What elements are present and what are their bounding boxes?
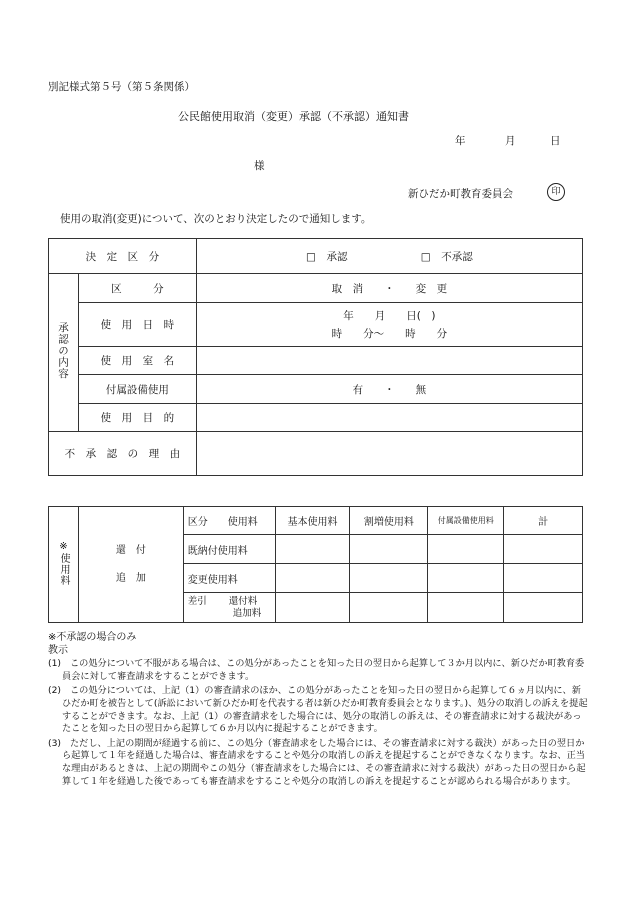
- changed-fee-label: 変更使用料: [183, 564, 275, 593]
- decision-options: [196, 239, 582, 274]
- date-month-label: 月: [505, 135, 516, 147]
- instruction-heading: 教示: [48, 644, 68, 656]
- addressee-suffix: 様: [254, 160, 265, 172]
- disapprove-checkbox[interactable]: □ 不承認: [420, 250, 473, 263]
- instruction-item: (3) ただし、上記の期間が経過する前に、この処分（審査請求をした場合には、その審査請求に対する裁決）があった日の翌日から起算して１年を経過した場合は、審査請求をすることや処分の取消しの訴えを提起することができなくなります。なお、正当な理由があるときは、上記の期間やこの処分（審査請求をした場合には、その審査請求に対する裁決）があった日の翌日から起算して１年を経過した後であっても審査請求をすることや処分の取消しの訴えを提起することが認められる場合があります。: [48, 737, 586, 787]
- diff-total-cell[interactable]: [504, 593, 583, 623]
- instruction-item: (2) この処分については、上記（1）の審査請求のほか、この処分があったことを知った日の翌日から起算して６ヵ月以内に、新ひだか町を被告として(訴訟において新ひだか町を代表する者は新ひだか町教育委員会となります。)、処分の取消しの訴えを提起することができます。なお、上記（1）の審査請求をした場合には、処分の取消しの訴えは、その審査請求に対する裁決があったことを知った日の翌日から起算して６か月以内に提起することができます。: [48, 685, 588, 735]
- decision-table: [48, 238, 583, 476]
- disapproval-only-note: ※不承認の場合のみ: [48, 632, 137, 643]
- form-number: 別記様式第５号（第５条関係）: [48, 81, 195, 93]
- fee-col-category: 区分 使用料: [183, 507, 275, 535]
- equipment-label: 付属設備使用: [78, 375, 196, 404]
- difference-label: [183, 593, 275, 623]
- purpose-value[interactable]: [196, 404, 582, 432]
- usage-datetime-value: [196, 303, 582, 347]
- equipment-value: 有 ・ 無: [196, 375, 582, 404]
- changed-total-cell[interactable]: [504, 564, 583, 593]
- approval-content-label: 承認の内容: [49, 274, 79, 432]
- date-year-label: 年: [455, 135, 466, 147]
- diff-add-label: 追加料: [232, 607, 262, 619]
- room-name-row: [49, 347, 583, 375]
- usage-datetime-row: [49, 303, 583, 347]
- decision-row: [49, 239, 583, 274]
- fee-col-total: 計: [504, 507, 583, 535]
- paid-equipment-cell[interactable]: [428, 535, 504, 564]
- category-row: [49, 274, 583, 303]
- room-name-value[interactable]: [196, 347, 582, 375]
- diff-label: 差引: [187, 595, 207, 607]
- usage-date: 年 月 日( ): [343, 309, 436, 322]
- fee-type-label: [78, 507, 183, 623]
- diff-basic-cell[interactable]: [275, 593, 350, 623]
- fee-col-equipment: 付属設備使用料: [428, 507, 504, 535]
- reason-label: 不 承 認 の 理 由: [49, 432, 197, 476]
- document-title: 公民館使用取消（変更）承認（不承認）通知書: [178, 110, 409, 123]
- decision-label: 決 定 区 分: [49, 239, 197, 274]
- changed-basic-cell[interactable]: [275, 564, 350, 593]
- date-day-label: 日: [550, 135, 561, 147]
- instruction-item: (1) この処分について不服がある場合は、この処分があったことを知った日の翌日から起算して３か月以内に、新ひだか町教育委員会に対して審査請求をすることができます。: [48, 658, 585, 682]
- equipment-row: [49, 375, 583, 404]
- reason-row: [49, 432, 583, 476]
- category-value: 取 消 ・ 変 更: [196, 274, 582, 303]
- category-label: 区 分: [78, 274, 196, 303]
- fee-col-surcharge: 割増使用料: [350, 507, 428, 535]
- paid-fee-label: 既納付使用料: [183, 535, 275, 564]
- fee-header-row: [49, 507, 583, 535]
- intro-text: 使用の取消(変更)について、次のとおり決定したので通知します。: [60, 213, 372, 225]
- fee-side-label: ※使用料: [49, 507, 79, 623]
- paid-surcharge-cell[interactable]: [350, 535, 428, 564]
- paid-total-cell[interactable]: [504, 535, 583, 564]
- paid-basic-cell[interactable]: [275, 535, 350, 564]
- changed-equipment-cell[interactable]: [428, 564, 504, 593]
- reason-value[interactable]: [196, 432, 582, 476]
- notes-section: [48, 632, 588, 788]
- refund-label: 還 付: [115, 544, 146, 556]
- issuer-name: 新ひだか町教育委員会: [408, 188, 513, 200]
- room-name-label: 使 用 室 名: [78, 347, 196, 375]
- diff-equipment-cell[interactable]: [428, 593, 504, 623]
- fee-table: [48, 506, 583, 623]
- diff-refund-label: 還付料: [228, 595, 258, 607]
- changed-surcharge-cell[interactable]: [350, 564, 428, 593]
- purpose-row: [49, 404, 583, 432]
- purpose-label: 使 用 目 的: [78, 404, 196, 432]
- approve-checkbox[interactable]: □ 承認: [306, 250, 348, 263]
- seal-icon: 印: [547, 183, 565, 201]
- additional-label: 追 加: [115, 572, 146, 584]
- usage-datetime-label: 使 用 日 時: [78, 303, 196, 347]
- usage-time: 時 分～ 時 分: [331, 327, 448, 340]
- diff-surcharge-cell[interactable]: [350, 593, 428, 623]
- fee-col-basic: 基本使用料: [275, 507, 350, 535]
